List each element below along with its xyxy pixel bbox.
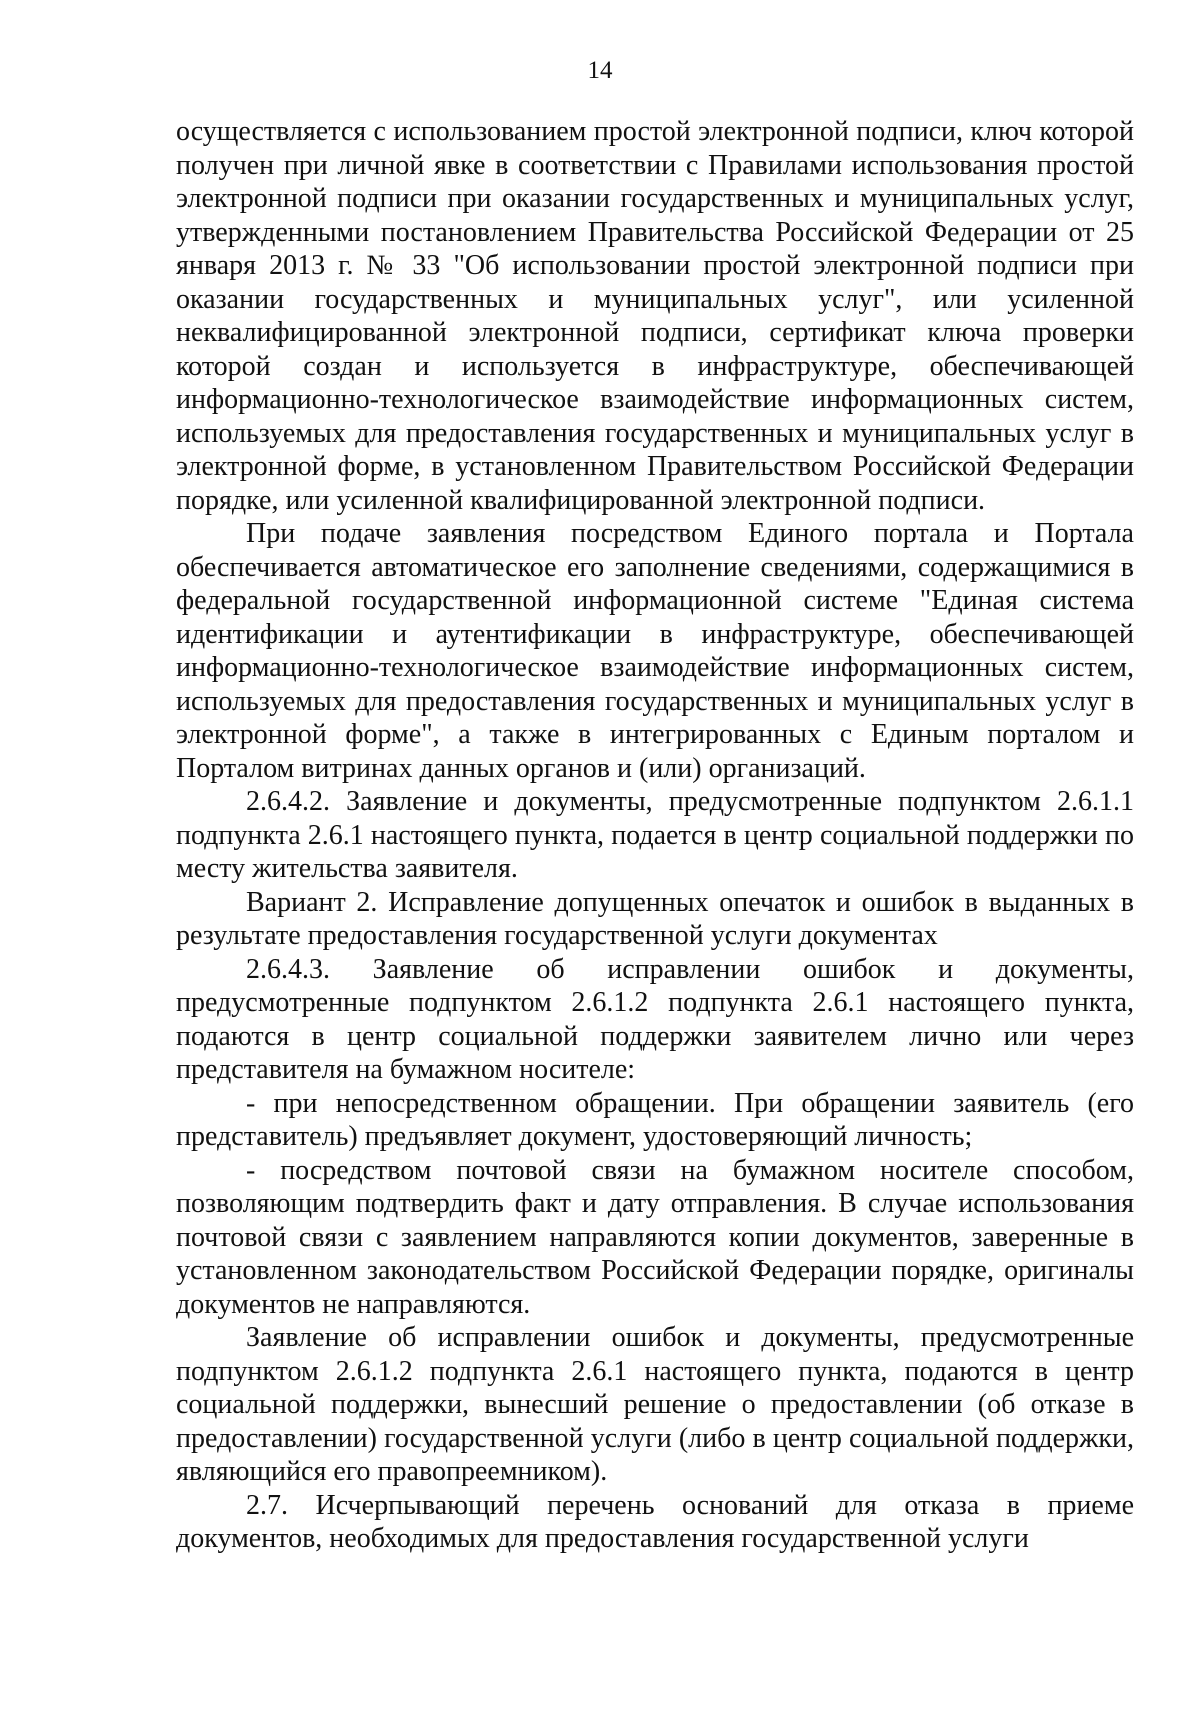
section-heading: 2.7. Исчерпывающий перечень оснований для отказа в приеме документов, необходимых для предоставления государственной услуги xyxy=(176,1489,1134,1554)
paragraph: При подаче заявления посредством Единого портала и Портала обеспечивается автоматическое его заполнение сведениями, содержащимися в федеральной государственной информационной системе "Единая система идентификации и аутентификации в инфраструктуре, обеспечивающей информационно-технологическое взаимодействие информационных систем, используемых для предоставления государственных и муниципальных услуг в электронной форме", а также в интегрированных с Единым порталом и Порталом витринах данных органов и (или) организаций. xyxy=(176,518,1134,784)
document-body xyxy=(176,115,1134,1556)
paragraph: 2.6.4.2. Заявление и документы, предусмотренные подпунктом 2.6.1.1 подпункта 2.6.1 настоящего пункта, подается в центр социальной поддержки по месту жительства заявителя. xyxy=(176,786,1134,884)
list-item: - посредством почтовой связи на бумажном носителе способом, позволяющим подтвердить факт и дату отправления. В случае использования почтовой связи с заявлением направляются копии документов, заверенные в установленном законодательством Российской Федерации порядке, оригиналы документов не направляются. xyxy=(176,1154,1134,1320)
paragraph: осуществляется с использованием простой электронной подписи, ключ которой получен при личной явке в соответствии с Правилами использования простой электронной подписи при оказании государственных и муниципальных услуг, утвержденными постановлением Правительства Российской Федерации от 25 января 2013 г. № 33 "Об использовании простой электронной подписи при оказании государственных и муниципальных услуг", или усиленной неквалифицированной электронной подписи, сертификат ключа проверки которой создан и используется в инфраструктуре, обеспечивающей информационно-технологическое взаимодействие информационных систем, используемых для предоставления государственных и муниципальных услуг в электронной форме, в установленном Правительством Российской Федерации порядке, или усиленной квалифицированной электронной подписи. xyxy=(176,116,1134,516)
paragraph: Вариант 2. Исправление допущенных опечаток и ошибок в выданных в результате предоставления государственной услуги документах xyxy=(176,886,1134,951)
paragraph: 2.6.4.3. Заявление об исправлении ошибок и документы, предусмотренные подпунктом 2.6.1.2 подпункта 2.6.1 настоящего пункта, подаются в центр социальной поддержки заявителем лично или через представителя на бумажном носителе: xyxy=(176,953,1134,1085)
paragraph: Заявление об исправлении ошибок и документы, предусмотренные подпунктом 2.6.1.2 подпункта 2.6.1 настоящего пункта, подаются в центр социальной поддержки, вынесший решение о предоставлении (об отказе в предоставлении) государственной услуги (либо в центр социальной поддержки, являющийся его правопреемником). xyxy=(176,1322,1134,1487)
list-item: - при непосредственном обращении. При обращении заявитель (его представитель) предъявляет документ, удостоверяющий личность; xyxy=(176,1087,1134,1152)
page-number: 14 xyxy=(587,57,613,84)
